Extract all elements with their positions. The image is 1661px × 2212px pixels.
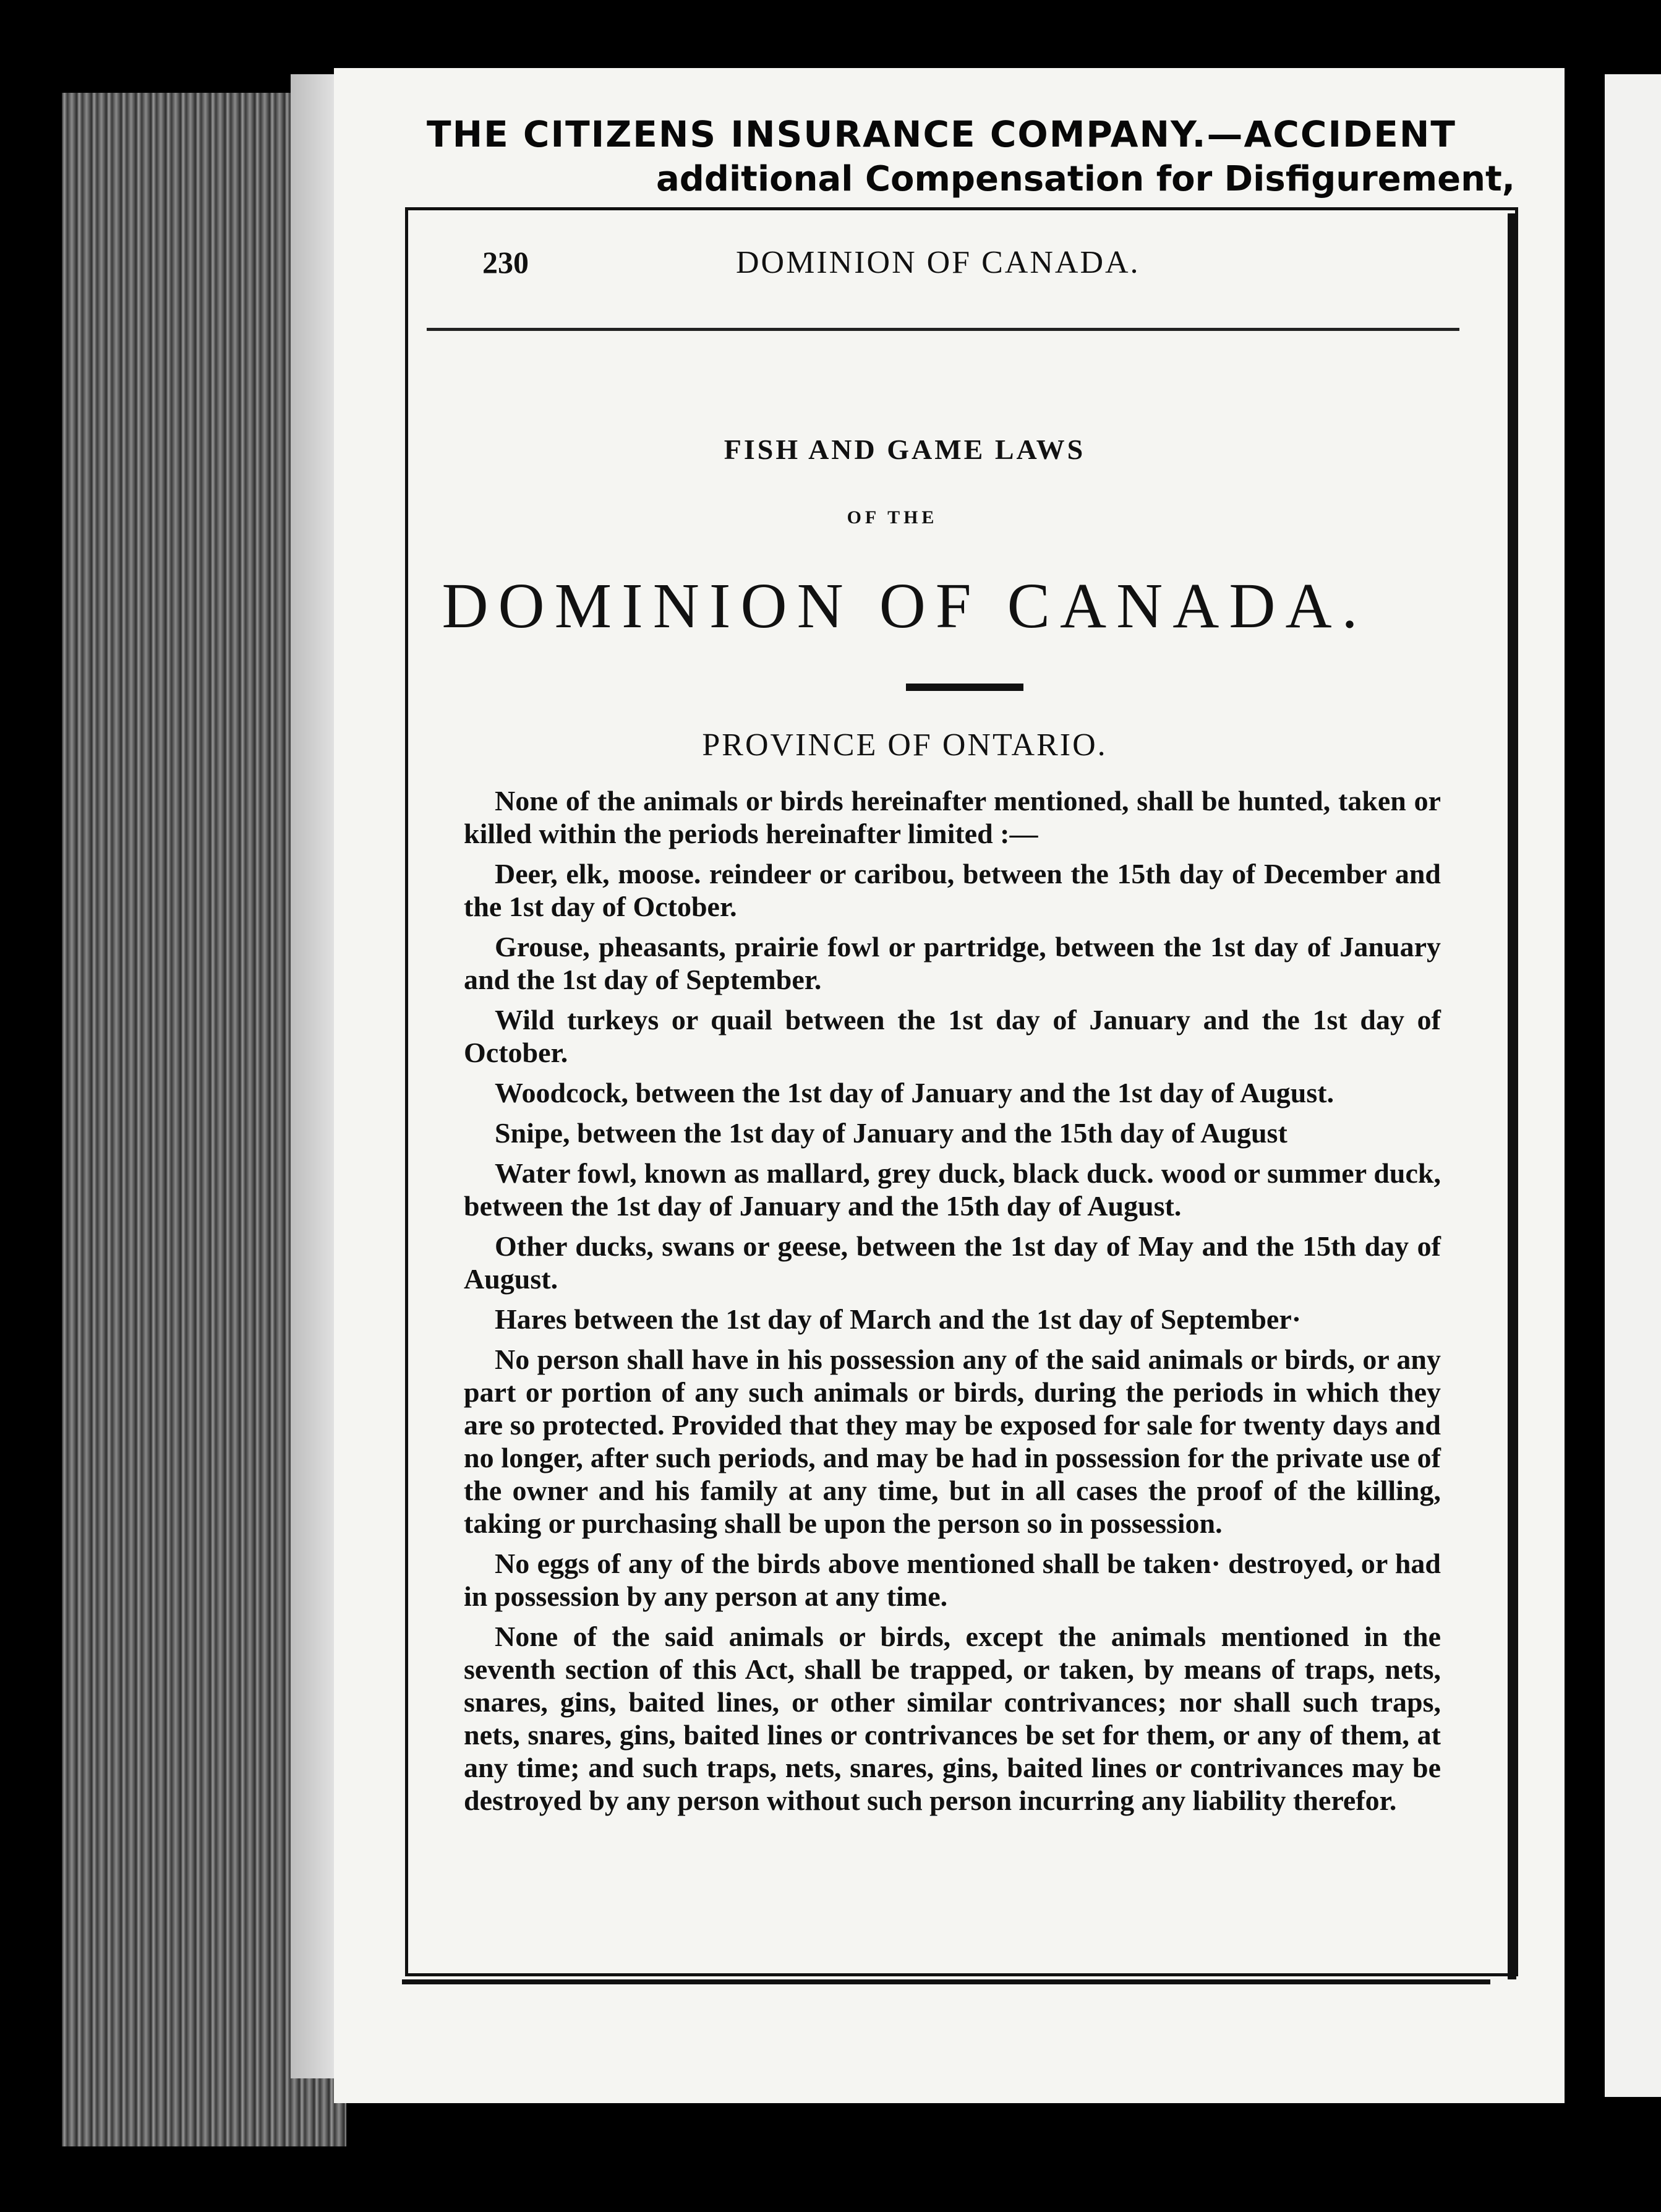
- paragraph: Water fowl, known as mallard, grey duck, black duck. wood or summer duck, between the 1st day of January and the 15th day of August.: [464, 1157, 1441, 1222]
- paragraph: Woodcock, between the 1st day of January and the 1st day of August.: [495, 1077, 1334, 1108]
- paragraph: Other ducks, swans or geese, between the 1st day of May and the 15th day of August.: [464, 1230, 1441, 1295]
- province-title: PROVINCE OF ONTARIO.: [702, 727, 1108, 763]
- frame-shadow-right: [1508, 213, 1516, 1979]
- paragraph: Snipe, between the 1st day of January and the 15th day of August: [495, 1117, 1287, 1149]
- running-head: [482, 244, 1459, 288]
- advertisement-line-1: THE CITIZENS INSURANCE COMPANY.—ACCIDENT: [427, 113, 1456, 155]
- page-edge-highlight: [291, 74, 340, 2078]
- header-rule: [427, 328, 1459, 331]
- paragraph: Wild turkeys or quail between the 1st day of January and the 1st day of October.: [464, 1004, 1441, 1068]
- page-number: 230: [482, 245, 529, 280]
- ornament-rule: [906, 684, 1023, 691]
- advertisement-line-2: additional Compensation for Disfigurement,: [656, 159, 1515, 199]
- advertisement-banner: [427, 111, 1527, 202]
- facing-page-edge: [1605, 74, 1661, 2097]
- running-title: DOMINION OF CANADA.: [736, 245, 1140, 280]
- body-text: [464, 784, 1441, 1817]
- heading-fish-and-game-laws: FISH AND GAME LAWS: [724, 434, 1086, 465]
- heading-of-the: OF THE: [847, 507, 938, 528]
- heading-dominion-of-canada: DOMINION OF CANADA.: [442, 570, 1368, 641]
- frame-shadow-bottom: [402, 1979, 1490, 1984]
- paragraph: None of the animals or birds hereinafter mentioned, shall be hunted, taken or killed within the periods hereinafter limited :—: [464, 785, 1441, 849]
- paragraph: Hares between the 1st day of March and the 1st day of September·: [495, 1303, 1302, 1335]
- paragraph: None of the said animals or birds, except the animals mentioned in the seventh section of this Act, shall be trapped, or taken, by means of traps, nets, snares, gins, baited lines, or other similar contrivances; nor shall such traps, nets, snares, gins, baited lines or contrivances be set for them, or any of them, at any time; and such traps, nets, snares, gins, baited lines or contrivances may be destroyed by any person without such person incurring any liability therefor.: [464, 1621, 1441, 1816]
- paragraph: Deer, elk, moose. reindeer or caribou, between the 15th day of December and the 1st day of October.: [464, 858, 1441, 922]
- paragraph: No eggs of any of the birds above mentioned shall be taken· destroyed, or had in possession by any person at any time.: [464, 1548, 1441, 1612]
- paragraph: Grouse, pheasants, prairie fowl or partridge, between the 1st day of January and the 1st day of September.: [464, 931, 1441, 995]
- paragraph: No person shall have in his possession any of the said animals or birds, or any part or portion of any such animals or birds, during the periods in which they are so protected. Provided that they may be exposed for sale for twenty days and no longer, after such periods, and may be had in possession for the private use of the owner and his family at any time, but in all cases the proof of the killing, taking or purchasing shall be upon the person so in possession.: [464, 1344, 1441, 1539]
